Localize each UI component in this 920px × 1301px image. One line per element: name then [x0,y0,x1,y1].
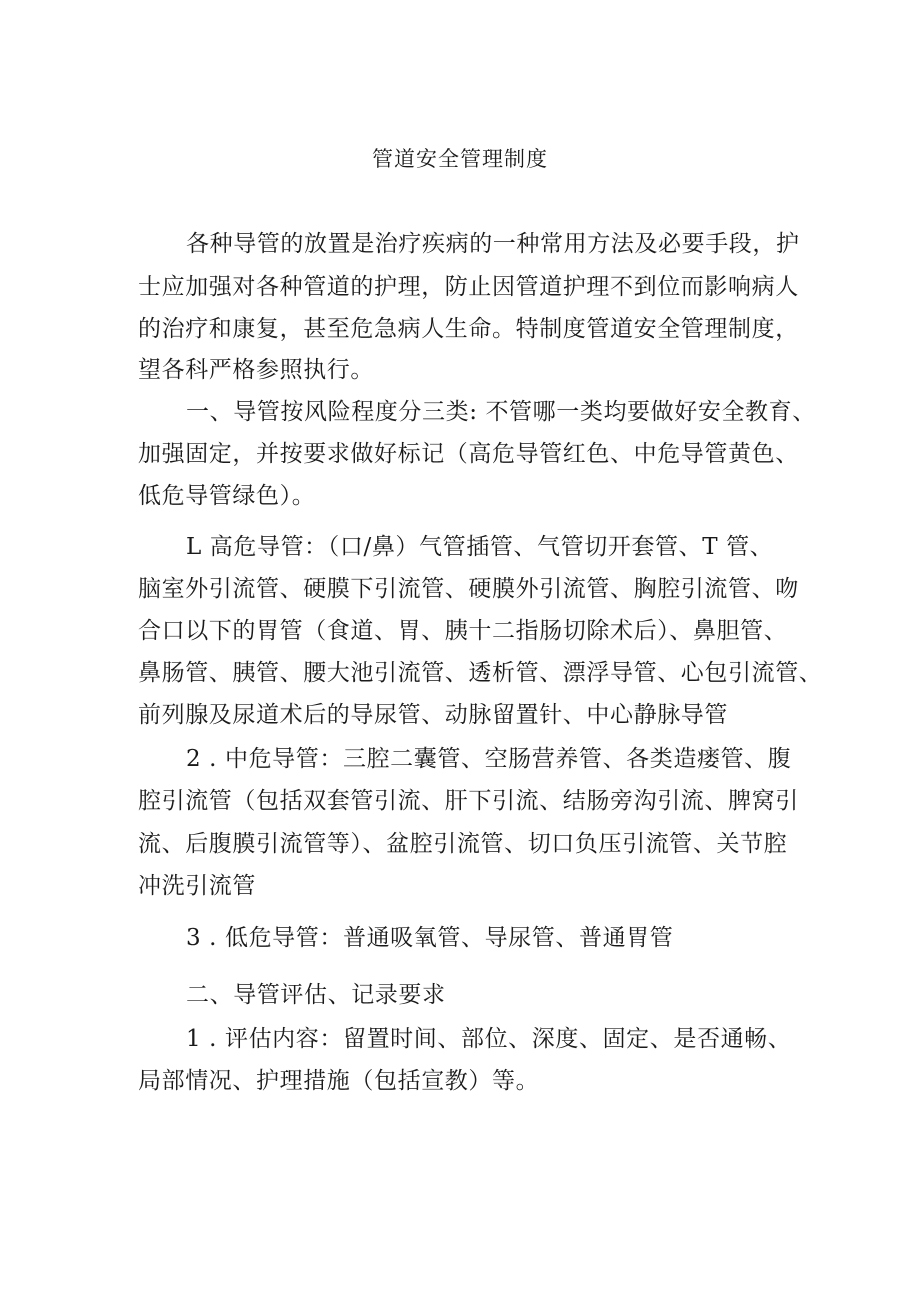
paragraph-line: 望各科严格参照执行。 [138,357,374,383]
paragraph-line: 各种导管的放置是治疗疾病的一种常用方法及必要手段，护 [186,231,800,257]
paragraph-line: 1 . 评估内容：留置时间、部位、深度、固定、是否通畅、 [186,1026,792,1052]
paragraph-line: 前列腺及尿道术后的导尿管、动脉留置针、中心静脉导管 [138,702,728,728]
paragraph-line: 合口以下的胃管（食道、胃、胰十二指肠切除术后）、鼻胆管、 [138,618,788,644]
paragraph-line: L 高危导管：（口/鼻）气管插管、气管切开套管、T 管、 [186,534,774,560]
paragraph-line: 鼻肠管、胰管、腰大池引流管、透析管、漂浮导管、心包引流管、 [138,660,823,686]
section-heading: 二、导管评估、记录要求 [186,982,446,1008]
paragraph-line: 局部情况、护理措施（包括宣教）等。 [138,1068,540,1094]
paragraph-line: 士应加强对各种管道的护理，防止因管道护理不到位而影响病人 [138,274,799,300]
paragraph-line: 冲洗引流管 [138,873,256,899]
paragraph-line: 的治疗和康复，甚至危急病人生命。特制度管道安全管理制度， [138,316,799,342]
paragraph-line: 流、后腹膜引流管等）、盆腔引流管、切口负压引流管、关节腔 [138,831,788,857]
document-title: 管道安全管理制度 [372,147,548,171]
paragraph-line: 3 . 低危导管：普通吸氧管、导尿管、普通胃管 [186,925,674,951]
paragraph-line: 腔引流管（包括双套管引流、肝下引流、结肠旁沟引流、脾窝引 [138,788,799,814]
paragraph-line: 脑室外引流管、硬膜下引流管、硬膜外引流管、胸腔引流管、吻 [138,576,799,602]
paragraph-line: 低危导管绿色）。 [138,483,316,509]
paragraph-line: 加强固定，并按要求做好标记（高危导管红色、中危导管黄色、 [138,441,799,467]
paragraph-line: 一、导管按风险程度分三类: 不管哪一类均要做好安全教育、 [186,399,816,425]
paragraph-line: 2 . 中危导管：三腔二囊管、空肠营养管、各类造瘘管、腹 [186,746,792,772]
